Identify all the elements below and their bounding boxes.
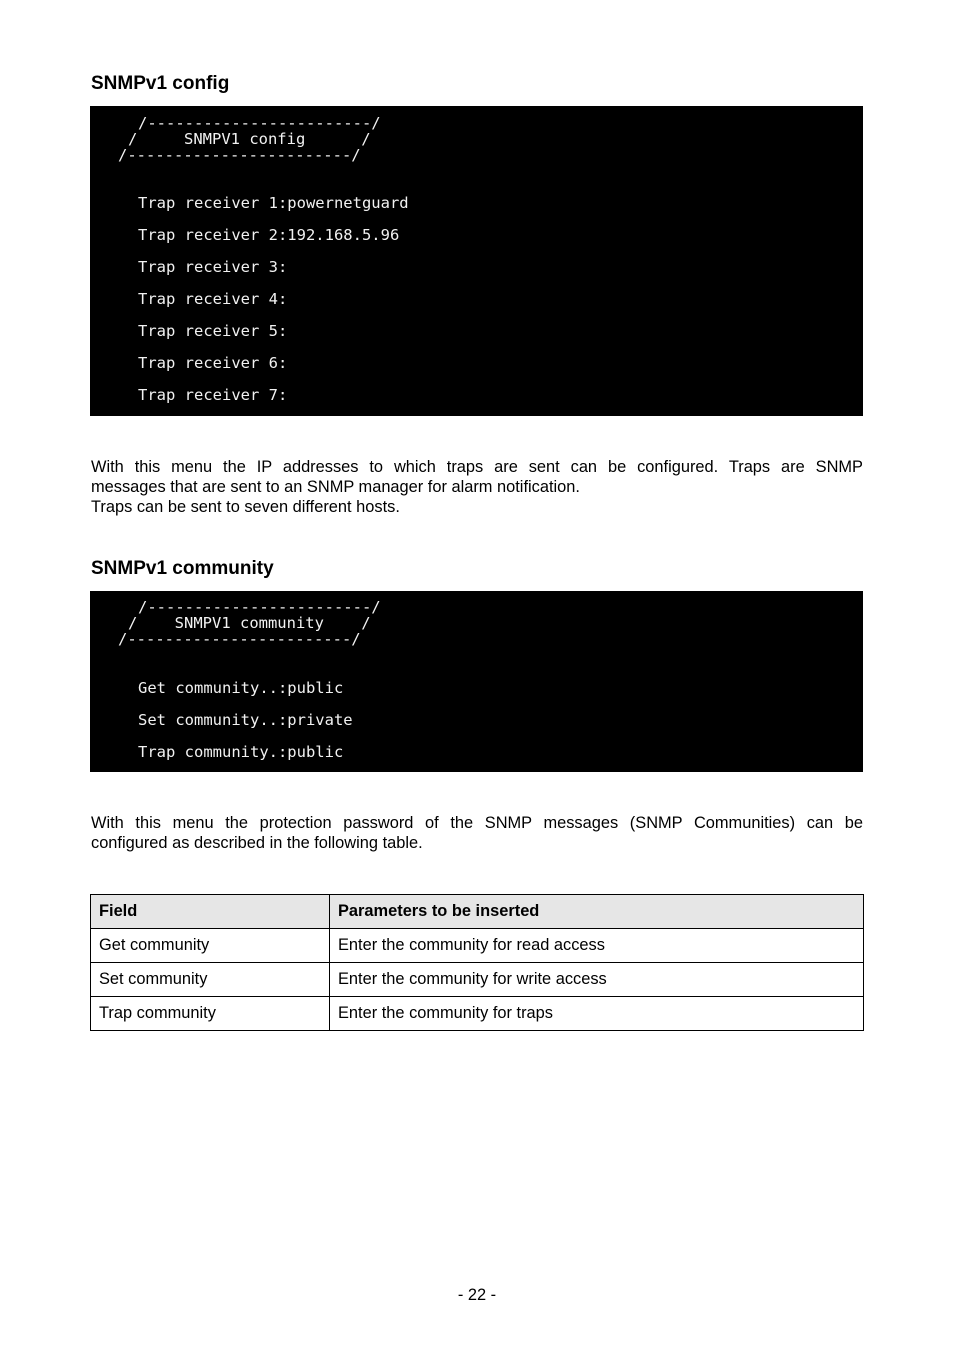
terminal-snmpv1-config [90, 106, 863, 416]
section-heading-snmpv1-config: SNMPv1 config [91, 73, 230, 94]
paragraph-line: With this menu the protection password of the SNMP messages (SNMP Communities) can be [91, 814, 863, 832]
terminal-frame-title: / SNMPV1 config / [128, 130, 371, 148]
table-row [91, 963, 864, 997]
table-cell-parameters: Enter the community for read access [330, 929, 864, 963]
trap-receiver-line: Trap receiver 6: [138, 354, 288, 372]
terminal-frame-title: / SNMPV1 community / [128, 614, 371, 632]
table-header-row [91, 895, 864, 929]
paragraph-line: With this menu the IP addresses to which traps are sent can be configured. Traps are SNMP [91, 458, 863, 476]
terminal-frame-bottom: /------------------------/ [118, 630, 361, 648]
community-fields-table [90, 894, 864, 1031]
table-cell-field: Set community [91, 963, 330, 997]
page-number: - 22 - [457, 1286, 497, 1304]
section-heading-snmpv1-community: SNMPv1 community [91, 558, 274, 579]
terminal-snmpv1-community [90, 591, 863, 772]
trap-receiver-line: Trap receiver 4: [138, 290, 288, 308]
paragraph-config-description [91, 457, 863, 517]
table-cell-field: Trap community [91, 997, 330, 1031]
trap-receiver-line: Trap receiver 5: [138, 322, 288, 340]
community-line: Trap community.:public [138, 743, 344, 761]
trap-receiver-line: Trap receiver 2:192.168.5.96 [138, 226, 400, 244]
community-line: Set community..:private [138, 711, 353, 729]
terminal-frame-bottom: /------------------------/ [118, 146, 361, 164]
paragraph-line: Traps can be sent to seven different hosts. [91, 498, 400, 516]
terminal-frame-top: /------------------------/ [138, 114, 381, 132]
table-row [91, 997, 864, 1031]
table-cell-parameters: Enter the community for write access [330, 963, 864, 997]
trap-receiver-line: Trap receiver 3: [138, 258, 288, 276]
trap-receiver-line: Trap receiver 1:powernetguard [138, 194, 409, 212]
paragraph-line: messages that are sent to an SNMP manager for alarm notification. [91, 478, 580, 496]
table-header-parameters: Parameters to be inserted [330, 895, 864, 929]
trap-receiver-line: Trap receiver 7: [138, 386, 288, 404]
table-cell-parameters: Enter the community for traps [330, 997, 864, 1031]
paragraph-community-description [91, 813, 863, 853]
terminal-frame-top: /------------------------/ [138, 598, 381, 616]
table-cell-field: Get community [91, 929, 330, 963]
community-line: Get community..:public [138, 679, 344, 697]
table-header-field: Field [91, 895, 330, 929]
table-row [91, 929, 864, 963]
paragraph-line: configured as described in the following table. [91, 834, 423, 852]
